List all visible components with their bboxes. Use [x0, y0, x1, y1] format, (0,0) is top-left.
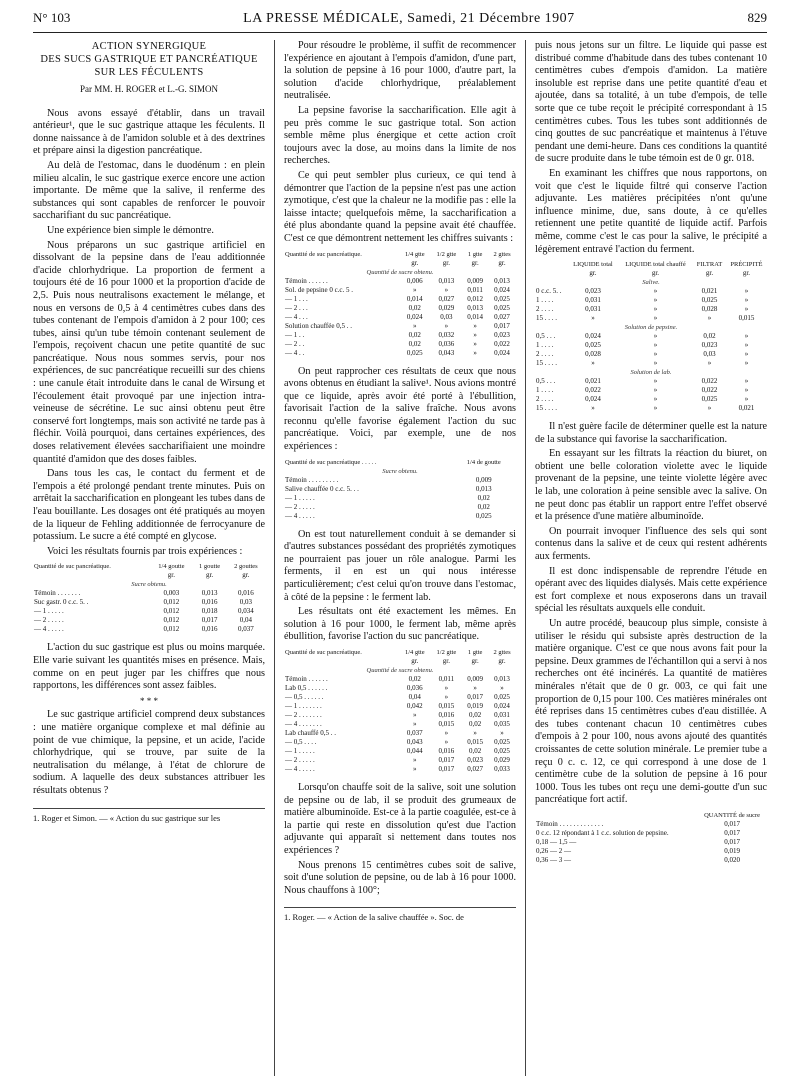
- table-row: — 2 . . . . . 0,012 0,017 0,04: [34, 616, 253, 625]
- column-rule-1: [274, 40, 275, 1076]
- table-header: PRÉCIPITÉ: [730, 261, 763, 269]
- table-row: Témoin . . . . . . . . . . . . . 0,017: [536, 819, 740, 828]
- table-row: Sol. de pepsine 0 c.c. 5 . » » 0,011 0,024: [285, 285, 510, 294]
- table-row: — 2 . . 0,02 0,036 » 0,022: [285, 339, 510, 348]
- table-row: — 4 . . . 0,024 0,03 0,014 0,027: [285, 312, 510, 321]
- table-unit: gr.: [167, 571, 175, 580]
- table-row: — 1 . . . . . 0,012 0,018 0,034: [34, 607, 254, 616]
- table-row: Suc gastr. 0 c.c. 5. . 0,012 0,016 0,03: [34, 598, 253, 607]
- table-side-label: Sucre obtenu.: [382, 467, 418, 475]
- paragraph: Dans tous les cas, le contact du ferment et de l'empois a été prolongé pendant trente minutes. Puis on arrêtait la saccharification en plongeant les tubes dans de l'eau bouillante. Les dosages ont été pratiqués au moyen de la liqueur de Fehling additionnée de ferrocyanure de potassium. Le sucre a été compté en glycose.: [33, 468, 265, 543]
- page-header: [33, 10, 767, 33]
- column-2: [284, 40, 516, 1076]
- table-row: — 1 . . 0,02 0,032 » 0,023: [285, 330, 510, 339]
- table-row: 0,26 — 2 — 0,019: [536, 846, 740, 855]
- table-header: Quantité de suc pancréatique.: [34, 563, 111, 571]
- table-header: 1/4 goutte: [158, 563, 185, 571]
- footnote: 1. Roger. — « Action de la salive chauffée ». Soc. de: [284, 907, 516, 923]
- table-header: 1/4 de goutte: [466, 458, 501, 466]
- results-table-6: [535, 811, 767, 865]
- table-row: 2 . . . . 0,028 » 0,03 »: [536, 350, 749, 359]
- table-group-label: Solution de lab.: [630, 369, 672, 377]
- table-header: 1 gtte: [467, 649, 483, 656]
- table-header: Quantité de suc pancréatique.: [285, 649, 362, 656]
- table-row: 15 . . . . » » » 0,015: [536, 314, 755, 323]
- table-header: 1/4 gtte: [404, 649, 425, 656]
- column-3: [535, 40, 767, 1076]
- table-row: — 4 . . . . . 0,012 0,016 0,037: [34, 625, 254, 634]
- table-row: Lab 0,5 . . . . . . 0,036 » » »: [285, 684, 504, 692]
- journal-title: [243, 11, 575, 27]
- paragraph: Lorsqu'on chauffe soit de la salive, soit une solution de pepsine ou de lab, il se produit des grumeaux de matière albuminoïde. Est-ce à la partie coagulée, est-ce à la partie qui reste en dissolution qu'est due l'action adjuvante qui apparaît si nettement dans toutes nos expériences ?: [284, 782, 516, 856]
- results-table-2: Quantité de suc pancréatique. 1/4 gtte 1/2 gtte 1 gtte 2 gttes gr. gr. gr. gr. Quantité de sucre obtenu. Témoin . . . . . . 0,006 0,013 0,009 0,013 Sol. de pepsine 0 c.c. 5 . » » 0,011 0,024 — 1 . . . 0,014 0,027 0,012 0,025 — 2 . . . 0,02 0,029 0,013 0,025 — 4 . . . 0,024 0,03 0,014 0,027 Solution chauffée 0,5 . . » » » 0,017 — 1 . . 0,02 0,032 » 0,023 — 2 . . 0,02 0,036 » 0,022 — 4 . . 0,025 0,043 » 0,024: [284, 250, 516, 358]
- table-header: 1 goutte: [199, 563, 221, 571]
- table-unit: gr.: [242, 571, 250, 580]
- table-row: 0,5 . . . 0,021 » 0,022 »: [536, 377, 749, 386]
- paragraph: Ce qui peut sembler plus curieux, ce qui tend à démontrer que l'action de la pepsine n'est pas une action zymotique, c'est que la chaleur ne la modifie pas : elle la laisse intacte; quelquefois même, la saccharification a été plus abondante quand la pepsine avait été chauffée. C'est ce que démontrent nettement les chiffres suivants :: [284, 169, 516, 244]
- paragraph: Au delà de l'estomac, dans le duodénum : en plein milieu alcalin, le suc gastrique exerce encore une action importante. De même que la salive, il renferme des substances qui sont capables de renforcer le pouvoir saccharifiant du suc pancréatique.: [33, 159, 265, 222]
- table-row: — 1 . . . . . . . 0,042 0,015 0,019 0,024: [285, 702, 510, 710]
- table-group-label: Salive.: [642, 279, 660, 287]
- results-table-1: [33, 562, 265, 634]
- paragraph: En examinant les chiffres que nous rapportons, on voit que c'est le liquide filtré qui conserve l'action adjuvante. Les matières précipitées n'ont qu'une influence minime, due, sans doute, à ce qu'elles retiennent une petite quantité de liquide actif. Parfois même, comme c'est le cas pour la salive, le précipité a légèrement entravé l'action du ferment.: [535, 167, 767, 255]
- paragraph: On peut rapprocher ces résultats de ceux que nous avons obtenus en étudiant la salive¹. Nous avions montré que ce liquide, après avoir été porté à l'ébullition, favorisait l'action de la salive fraîche. Nous avons reconnu qu'elle favorise également l'action du suc pancréatique. Voici, par exemple, une de nos expériences :: [284, 365, 516, 453]
- title-line-2: DES SUCS GASTRIQUE ET PANCRÉATIQUE: [40, 54, 258, 65]
- paragraph: puis nous jetons sur un filtre. Le liquide qui passe est distribué comme d'habitude dans des tubes contenant 10 centimètres cubes d'empois d'amidon. La matière insoluble est reprise dans une petite quantité d'eau et ajoutée, dans sa totalité, à un tube d'empois, de telle sorte que ce tube reçoit le précipité correspondant à 15 centimètres cubes. Tous les tubes sont additionnés de cinq gouttes de suc pancréatique et maintenus à l'étuve pendant une demi-heure. Dans ces conditions la quantité de sucre produite dans le tube témoin est de 0 gr. 018.: [535, 40, 767, 165]
- table-row: Salive chauffée 0 c.c. 5. . . 0,013: [285, 484, 492, 493]
- table-group-label: Solution de pepsine.: [624, 324, 678, 332]
- table-row: Témoin . . . . . . . . . 0,009: [285, 475, 492, 484]
- paragraph: Le suc gastrique artificiel comprend deux substances : une matière organique complexe et mal définie au point de vue chimique, la pepsine, et un acide, l'acide chlorhydrique, qui se trouve, par suite de la neutralisation du mélange, à l'état de chlorure de sodium. A laquelle des deux substances attribuer les résultats obtenus ?: [33, 709, 265, 796]
- table-row: — 1 . . . 0,014 0,027 0,012 0,025: [285, 294, 510, 303]
- table-row: 15 . . . . » » » 0,021: [536, 404, 755, 413]
- table-row: Témoin . . . . . . . 0,003 0,013 0,016: [34, 589, 254, 598]
- table-row: — 1 . . . . . 0,044 0,016 0,02 0,025: [285, 747, 510, 755]
- table-side-label: Quantité de sucre obtenu.: [366, 268, 434, 276]
- results-table-4: Quantité de suc pancréatique. 1/4 gtte 1/2 gtte 1 gtte 2 gttes gr. gr. gr. gr. Quantité de sucre obtenu. Témoin . . . . . . 0,02 0,011 0,009 0,013 Lab 0,5 . . . . . . 0,036 » » » — 0,5 . . . . . . 0,04 » 0,017 0,025 — 1 . . . . . . . 0,042 0,015 0,019 0,024 — 2 . . . . . . . » 0,016 0,02 0,031 — 4 . . . . . . . » 0,015 0,02 0,035 Lab chauffé 0,5 . . 0,037 » » » — 0,5 . . . . 0,043 » 0,015 0,025 — 1 . . . . . 0,044 0,016 0,02 0,025 — 2 . . . . . » 0,017 0,023 0,029 — 4 . . . . . » 0,017 0,027 0,033: [284, 648, 516, 774]
- paragraph: Nous préparons un suc gastrique artificiel en dissolvant de la pepsine dans de l'eau additionnée d'acide chlorhydrique. La proportion de ferment a toujours été de 16 pour 1000 et la proportion d'acide de 2,5. Puis nous neutralisons exactement le mélange, et nous en versons de 0,5 à 4 centimètres cubes dans des tubes contenant de l'empois d'amidon à 2 pour 100; ces tubes, ainsi qu'un tube témoin contenant seulement de l'empois, reçoivent chacun une petite quantité de suc pancréatique. Nous nous sommes servis, pour nos expériences, de suc pancréatique recueilli sur des chiens : une canule était introduite dans le canal de Wirsung et l'écoulement était provoqué par une injection intra-veineuse de sécrétine. Le suc ainsi obtenu peut être conservé fort longtemps, mais son activité ne tarde pas à fléchir. Voilà pourquoi, dans certaines expériences, des doses relativement élevées saccharifiaient une moindre quantité d'amidon que des doses faibles.: [33, 239, 265, 465]
- paragraph: En essayant sur les filtrats la réaction du biuret, on obtient une belle coloration violette avec le liquide provenant de la pepsine, une teinte violette légère avec le lab, une coloration à peine sensible avec la salive. On ne peut donc pas établir un rapport entre l'effet observé et la présence d'une matière albuminoïde.: [535, 448, 767, 523]
- paragraph: Nous avons essayé d'établir, dans un travail antérieur¹, que le suc gastrique attaque les féculents. Il donne naissance à de l'amidon soluble et à des dextrines et prépare ainsi la digestion pancréatique.: [33, 107, 265, 157]
- table-row: — 2 . . . . . . . » 0,016 0,02 0,031: [285, 711, 510, 719]
- paragraph: Nous prenons 15 centimètres cubes soit de salive, soit d'une solution de pepsine, ou de lab à 16 pour 1000. Nous chauffons à 100°;: [284, 859, 516, 896]
- paragraph: Pour résoudre le problème, il suffit de recommencer l'expérience en ajoutant à l'empois d'amidon, d'une part, la solution de pepsine à 16 pour 1000, d'autre part, la solution d'acide chlorhydrique, préalablement neutralisée.: [284, 40, 516, 102]
- issue-date: Samedi, 21 Décembre 1907: [407, 11, 575, 26]
- issue-number: N° 103: [33, 10, 71, 25]
- table-unit: gr.: [205, 571, 214, 580]
- table-row: — 4 . . . . . . . » 0,015 0,02 0,035: [285, 720, 510, 728]
- table-row: 1 . . . . 0,025 » 0,023 »: [536, 341, 749, 350]
- table-header: 1/4 gtte: [404, 250, 425, 258]
- title-line-1: ACTION SYNERGIQUE: [91, 41, 207, 52]
- table-header: FILTRAT: [696, 261, 723, 269]
- table-header: Quantité de suc pancréatique . . . . .: [285, 458, 377, 466]
- table-row: Solution chauffée 0,5 . . » » » 0,017: [285, 321, 510, 330]
- title-line-3: SUR LES FÉCULENTS: [94, 67, 204, 78]
- table-header: 1 gtte: [467, 250, 483, 258]
- paragraph: On pourrait invoquer l'influence des sels qui sont contenus dans la salive et de ceux qui restent adhérents aux ferments.: [535, 525, 767, 563]
- table-row: 1 . . . . 0,031 » 0,025 »: [536, 296, 749, 305]
- table-header: LIQUIDE total: [573, 261, 613, 269]
- results-table-5: LIQUIDE total LIQUIDE total chauffé FILTRAT PRÉCIPITÉ gr. gr. gr. gr. Salive. 0 c.c. 5. . 0,023 » 0,021 » 1 . . . . 0,031 » 0,025 » 2 . . . . 0,031 » 0,028 » 15 . . . . » » » 0,015 Solution de pepsine. 0,5 . . . 0,024 » 0,02 » 1 . . . . 0,025 » 0,023 » 2 . . . . 0,028 » 0,03 » 15 . . . . » » » » Solution de lab. 0,5 . . . 0,021 » 0,022 » 1 . . . . 0,022 » 0,022 » 2 . . . . 0,024 » 0,025 » 15 . . . . » » » 0,021: [535, 260, 767, 413]
- table-row: 0,5 . . . 0,024 » 0,02 »: [536, 332, 749, 341]
- page-number: 829: [747, 10, 767, 25]
- results-table-3: [284, 458, 516, 521]
- table-header: [535, 260, 568, 269]
- section-separator: * * *: [140, 695, 158, 706]
- journal-name: LA PRESSE MÉDICALE,: [243, 11, 404, 26]
- table-side-label: Quantité de sucre obtenu.: [366, 667, 434, 674]
- table-row: — 4 . . . . . 0,025: [285, 511, 492, 520]
- table-header: 2 gttes: [493, 250, 511, 258]
- table-row: 2 . . . . 0,031 » 0,028 »: [536, 305, 749, 314]
- table-row: — 0,5 . . . . 0,043 » 0,015 0,025: [285, 738, 510, 746]
- paragraph: On est tout naturellement conduit à se demander si d'autres substances possédant des propriétés zymotiques ne pourraient pas jouer un rôle analogue. Parmi les ferments, il en est un qui nous intéresse particulièrement; c'est celui qu'on trouve dans l'estomac, à côté de la pepsine : le ferment lab.: [284, 528, 516, 603]
- table-header: 2 gttes: [493, 649, 511, 656]
- table-row: Témoin . . . . . . 0,02 0,011 0,009 0,013: [285, 675, 510, 683]
- paragraph: La pepsine favorise la saccharification. Elle agit à peu près comme le suc gastrique total. Son action semble même plus énergique et cette action croît toujours avec la dose, au moins dans la limite de nos recherches.: [284, 104, 516, 167]
- table-row: — 1 . . . . . 0,02: [285, 493, 490, 502]
- table-header: 2 gouttes: [234, 563, 258, 571]
- table-row: 0,18 — 1,5 — 0,017: [536, 837, 740, 846]
- table-row: — 2 . . . . . 0,02: [285, 502, 490, 511]
- article-authors: Par MM. H. ROGER et L.-G. SIMON: [80, 84, 218, 94]
- paragraph: Il est donc indispensable de reprendre l'étude en opérant avec des liquides dialysés. Mais cette expérience est fort complexe et nous exposerons dans un travail spécial les résultats auxquels elle conduit.: [535, 565, 767, 615]
- table-header: [535, 811, 697, 820]
- table-row: 15 . . . . » » » »: [536, 359, 749, 368]
- table-header: 1/2 gtte: [436, 250, 457, 258]
- table-row: — 2 . . . 0,02 0,029 0,013 0,025: [285, 303, 510, 312]
- paragraph: Un autre procédé, beaucoup plus simple, consiste à utiliser le résidu qui subsiste après destruction de la matière organique. C'est ce que nous avons fait pour la pepsine. Deux grammes de l'échantillon qui a servi à nos recherches ont été incinérés. La quantité de matières minérales n'était que de 0 gr. 003, ce qui fait une proportion de 0,15 pour 100. Ces matières minérales ont été reprises dans 15 centimètres cubes d'eau distillée. A des tubes contenant chacun 10 centimètres cubes d'empois à 2 pour 100, nous avons ajouté des quantités croissantes de cette solution minérale. Le premier tube a reçu 0 c. c. 12, ce qui correspond à une dose de 1 centimètre cube de la solution de pepsine à 16 pour 1000. Tous les tubes ont reçu une demi-goutte d'un suc pancréatique fort actif.: [535, 618, 767, 806]
- table-row: 0,36 — 3 — 0,020: [536, 855, 740, 864]
- footnote: 1. Roger et Simon. — « Action du suc gastrique sur les: [33, 808, 265, 824]
- table-row: 0 c.c. 5. . 0,023 » 0,021 »: [536, 287, 749, 296]
- table-row: — 0,5 . . . . . . 0,04 » 0,017 0,025: [285, 693, 510, 701]
- table-row: Témoin . . . . . . 0,006 0,013 0,009 0,013: [285, 276, 510, 285]
- table-header: Quantité de suc pancréatique.: [285, 250, 362, 258]
- table-side-label: Sucre obtenu.: [131, 581, 167, 589]
- paragraph: Les résultats ont été exactement les mêmes. En solution à 16 pour 1000, le ferment lab, même après ébullition, favorise l'action du suc pancréatique.: [284, 606, 516, 643]
- table-row: 0 c.c. 12 répondant à 1 c.c. solution de pepsine. 0,017: [536, 828, 740, 837]
- column-1: [33, 40, 265, 1076]
- table-row: 1 . . . . 0,022 » 0,022 »: [536, 386, 749, 395]
- paragraph: L'action du suc gastrique est plus ou moins marquée. Elle varie suivant les quantités mises en présence. Mais, comme on en peut juger par les chiffres que nous rapportons, les différences sont assez faibles.: [33, 642, 265, 692]
- paragraph: Une expérience bien simple le démontre.: [47, 224, 214, 236]
- table-row: — 2 . . . . . » 0,017 0,023 0,029: [285, 756, 510, 764]
- article-title: [33, 40, 265, 79]
- table-row: 2 . . . . 0,024 » 0,025 »: [536, 395, 749, 404]
- table-row: Lab chauffé 0,5 . . 0,037 » » »: [285, 729, 504, 737]
- column-rule-2: [525, 40, 526, 1076]
- table-row: — 4 . . . . . » 0,017 0,027 0,033: [285, 765, 510, 773]
- table-row: — 4 . . 0,025 0,043 » 0,024: [285, 348, 510, 357]
- paragraph: Il n'est guère facile de déterminer quelle est la nature de la substance qui favorise la saccharification.: [535, 421, 767, 445]
- table-header: LIQUIDE total chauffé: [625, 261, 686, 269]
- table-header: 1/2 gtte: [436, 649, 457, 656]
- table-header: QUANTITÉ de sucre: [704, 811, 761, 819]
- paragraph: Voici les résultats fournis par trois expériences :: [47, 545, 243, 557]
